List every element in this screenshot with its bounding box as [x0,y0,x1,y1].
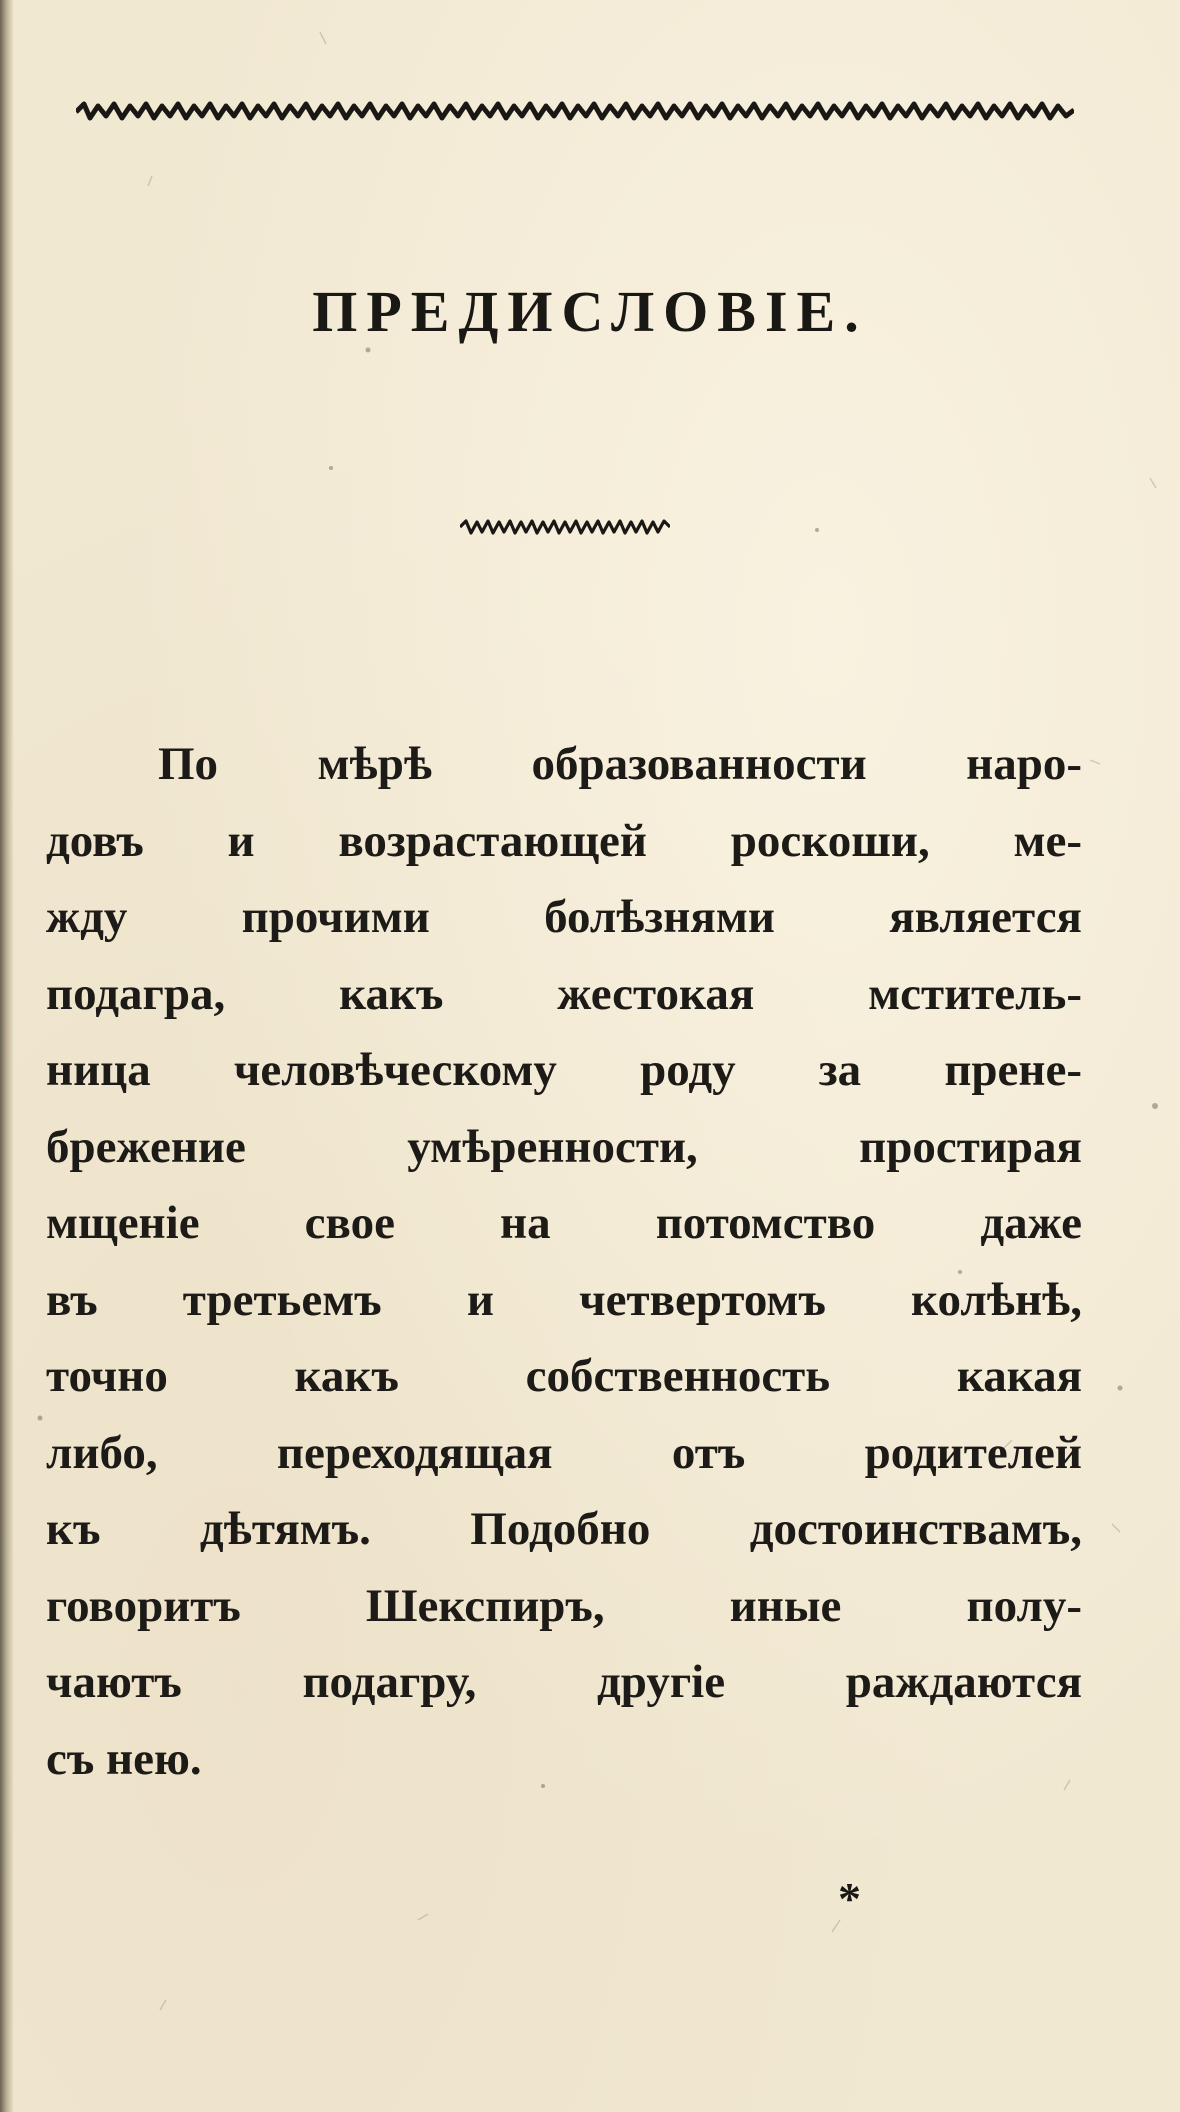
page-title: ПРЕДИСЛОВІЕ. [312,279,868,344]
text-line: говоритъ Шекспиръ, иные полу- [46,1579,1082,1632]
text-line: либо, переходящая отъ родителей [46,1426,1082,1479]
text-line: къ дѣтямъ. Подобно достоинствамъ, [46,1503,1082,1555]
text-line: По мѣрѣ образованности наро- [158,738,1082,790]
signature-mark: * [838,1873,861,1924]
text-line: въ третьемъ и четвертомъ колѣнѣ, [46,1273,1082,1326]
text-line: жду прочими болѣзнями является [46,891,1082,943]
text-line: точно какъ собственность какая [46,1350,1082,1402]
top-ornament-rule [76,100,1074,124]
text-line: брежение умѣренности, простирая [46,1120,1082,1173]
text-line: мщеніе свое на потомство даже [46,1197,1082,1249]
text-line: чаютъ подагру, другіе раждаются [46,1656,1082,1708]
middle-ornament-flourish [460,518,670,536]
preface-paragraph [46,726,1082,1797]
text-line: подагра, какъ жестокая мститель- [46,967,1082,1020]
text-line: ница человѣческому роду за прене- [46,1044,1082,1096]
text-line: довъ и возрастающей роскоши, ме- [46,814,1082,867]
text-line: съ нею. [46,1732,202,1785]
